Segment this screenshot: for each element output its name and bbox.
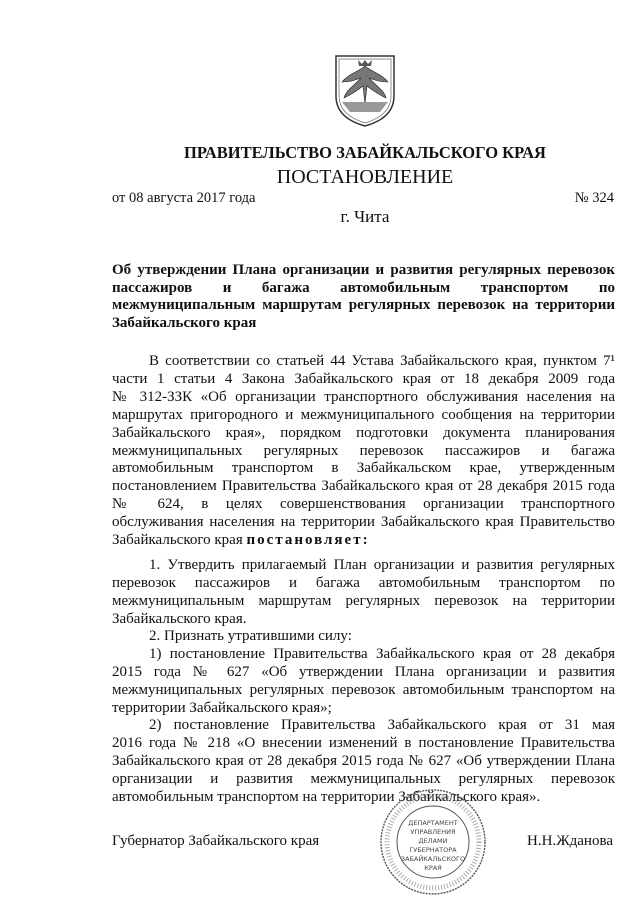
signatory-name: Н.Н.Жданова bbox=[527, 833, 613, 849]
item-2-2-line: 2) постановление Правительства Забайкальского края от 31 мая bbox=[149, 717, 615, 733]
item-2-1-line: 1) постановление Правительства Забайкальского края от 28 декабря bbox=[149, 646, 615, 662]
item-2-2-line: автомобильным транспортом на территории Забайкальского края». bbox=[112, 788, 541, 805]
decree-word: постановляет: bbox=[246, 532, 370, 548]
document-type: ПОСТАНОВЛЕНИЕ bbox=[276, 166, 454, 188]
document-title-line: Забайкальского края bbox=[112, 315, 257, 332]
svg-text:КРАЯ: КРАЯ bbox=[424, 864, 442, 872]
svg-text:ЗАБАЙКАЛЬСКОГО: ЗАБАЙКАЛЬСКОГО bbox=[400, 855, 466, 863]
document-number: № 324 bbox=[574, 190, 614, 206]
item-1-line: 1. Утвердить прилагаемый План организации и развития регулярных bbox=[149, 557, 615, 573]
organization-heading: ПРАВИТЕЛЬСТВО ЗАБАЙКАЛЬСКОГО КРАЯ bbox=[184, 143, 546, 162]
preamble-line: № 312-ЗЗК «Об организации транспортного обслуживания населения на bbox=[112, 388, 615, 405]
document-title-line: межмуниципальным маршрутам регулярных перевозок на территории bbox=[112, 297, 615, 314]
item-1-line: межмуниципальным маршрутам регулярных перевозок на территории bbox=[112, 592, 615, 609]
preamble-line: автомобильным транспортом в Забайкальском крае, утвержденным bbox=[112, 460, 615, 477]
official-stamp bbox=[378, 787, 488, 897]
svg-text:ДЕПАРТАМЕНТ: ДЕПАРТАМЕНТ bbox=[408, 819, 458, 827]
document-city: г. Чита bbox=[340, 207, 390, 226]
item-2-1-line: 2015 года № 627 «Об утверждении Плана организации и развития bbox=[112, 663, 615, 680]
svg-text:ДЕЛАМИ: ДЕЛАМИ bbox=[418, 837, 448, 845]
document-title-line: пассажиров и багажа автомобильным транспортом по bbox=[112, 279, 615, 296]
preamble-line: № 624, в целях совершенствования организации транспортного bbox=[112, 496, 615, 513]
item-2-2-line: организации и развития межмуниципальных регулярных перевозок bbox=[112, 770, 615, 787]
item-2-line: 2. Признать утратившими силу: bbox=[149, 628, 352, 644]
preamble-line: В соответствии со статьей 44 Устава Забайкальского края, пунктом 7¹ bbox=[149, 353, 615, 369]
item-1-line: перевозок пассажиров и багажа автомобильным транспортом по bbox=[112, 574, 615, 591]
svg-text:УПРАВЛЕНИЯ: УПРАВЛЕНИЯ bbox=[410, 828, 456, 836]
item-2-2-line: Забайкальского края от 28 декабря 2015 года № 627 «Об утверждении Плана bbox=[112, 752, 615, 769]
item-1-line: Забайкальского края. bbox=[112, 610, 247, 627]
coat-of-arms-emblem bbox=[328, 52, 402, 128]
item-2-1-line: территории Забайкальского края»; bbox=[112, 699, 332, 716]
preamble-line: части 1 статьи 4 Закона Забайкальского края от 18 декабря 2009 года bbox=[112, 370, 615, 387]
preamble-line: Забайкальского края», порядком подготовки документа планирования bbox=[112, 424, 615, 441]
preamble-line bbox=[112, 532, 615, 549]
preamble-line: постановлением Правительства Забайкальского края от 28 декабря 2015 года bbox=[112, 478, 615, 495]
svg-text:ГУБЕРНАТОРА: ГУБЕРНАТОРА bbox=[409, 846, 457, 854]
item-2-1-line: межмуниципальных регулярных перевозок автомобильным транспортом на bbox=[112, 681, 615, 698]
preamble-line: межмуниципальных регулярных перевозок пассажиров и багажа bbox=[112, 442, 615, 459]
preamble-line: обслуживания населения на территории Забайкальского края Правительство bbox=[112, 514, 615, 531]
document-date: от 08 августа 2017 года bbox=[112, 190, 256, 206]
document-title-line: Об утверждении Плана организации и развития регулярных перевозок bbox=[112, 262, 615, 278]
item-2-2-line: 2016 года № 218 «О внесении изменений в постановление Правительства bbox=[112, 734, 615, 751]
preamble-line: маршрутах пригородного и межмуниципального сообщения на территории bbox=[112, 406, 615, 423]
preamble-line-text: Забайкальского края bbox=[112, 532, 243, 548]
signatory-position: Губернатор Забайкальского края bbox=[112, 833, 320, 849]
